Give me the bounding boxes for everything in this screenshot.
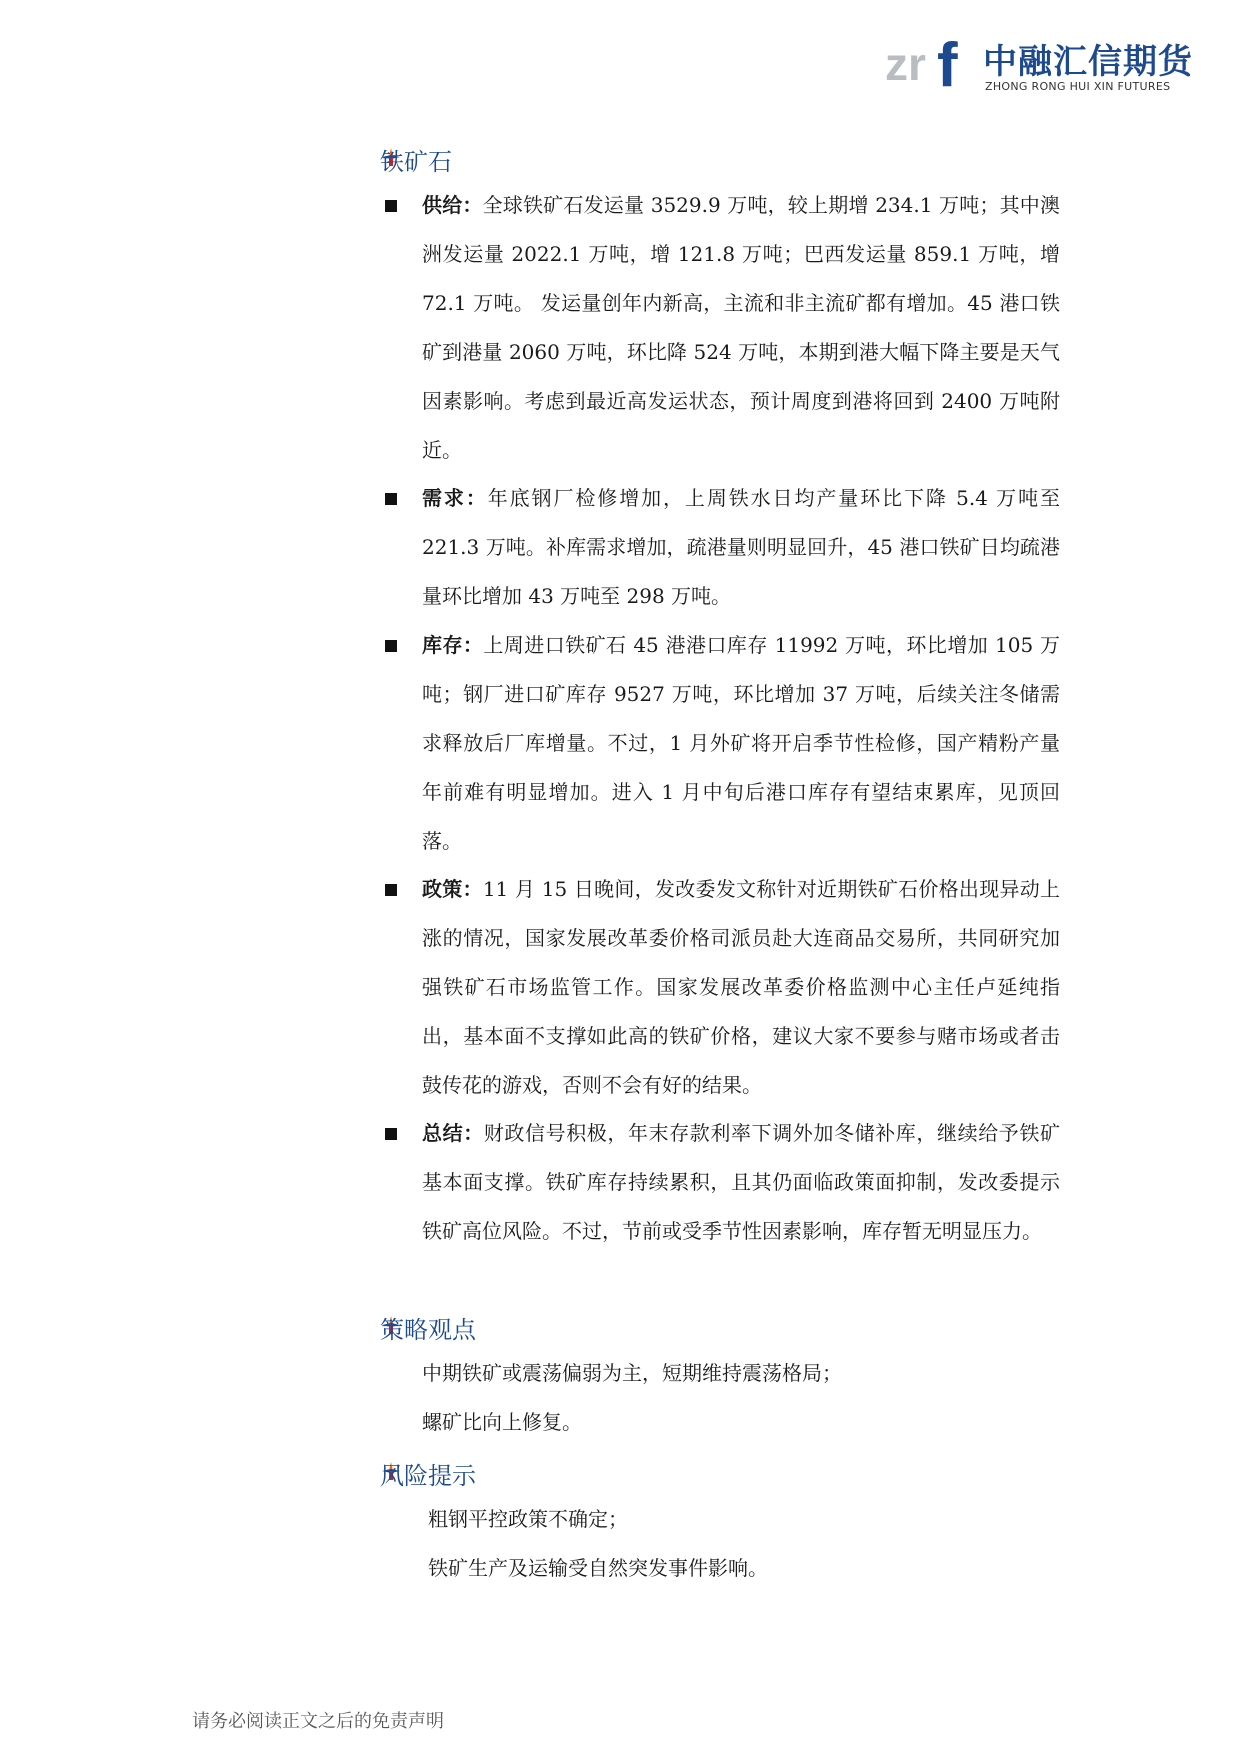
bullet-square [385,640,397,652]
supply-label: 供给： [422,193,483,217]
company-logo [885,28,1193,94]
footer-disclaimer: 请务必阅读正文之后的免责声明 [192,1711,444,1732]
strategy-line-2: 螺矿比向上修复。 [422,1410,582,1434]
bullet-square [385,493,397,505]
policy-label: 政策： [422,877,483,901]
company-name-cn: 中融汇信期货 [983,42,1193,82]
svg-text:zr: zr [885,38,926,90]
demand-text: 年底钢厂检修增加，上周铁水日均产量环比下降 5.4 万吨至 221.3 万吨。补库需求增加，疏港量则明显回升，45 港口铁矿日均疏港量环比增加 43 万吨至 298 万吨。 [422,486,1060,608]
policy-text: 11 月 15 日晚间，发改委发文称针对近期铁矿石价格出现异动上涨的情况，国家发展改革委价格司派员赴大连商品交易所，共同研究加强铁矿石市场监管工作。国家发展改革委价格监测中心主任卢延纯指出，基本面不支撑如此高的铁矿价格，建议大家不要参与赌市场或者击鼓传花的游戏，否则不会有好的结果。 [422,877,1060,1097]
inventory-text: 上周进口铁矿石 45 港港口库存 11992 万吨，环比增加 105 万吨；钢厂进口矿库存 9527 万吨，环比增加 37 万吨，后续关注冬储需求释放后厂库增量。不过，1 月外矿将开启季节性检修，国产精粉产量年前难有明显增加。进入 1 月中旬后港口库存有望结束累库，见顶回落。 [422,633,1061,853]
bullet-square [385,200,397,212]
section-title-iron-ore: 铁矿石 [380,148,452,176]
summary-label: 总结： [422,1121,484,1145]
summary-text: 财政信号积极，年末存款利率下调外加冬储补库，继续给予铁矿基本面支撑。铁矿库存持续累积，且其仍面临政策面抑制，发改委提示铁矿高位风险。不过，节前或受季节性因素影响，库存暂无明显压力。 [422,1121,1061,1243]
inventory-label: 库存： [422,633,484,657]
zrf-logo-mark [885,28,977,90]
demand-label: 需求： [422,486,488,510]
section-title-risk: 风险提示 [380,1462,476,1490]
inventory-paragraph [422,621,1060,866]
svg-text:f: f [937,31,958,90]
bullet-square [385,1128,397,1140]
strategy-line-1: 中期铁矿或震荡偏弱为主，短期维持震荡格局； [422,1361,842,1385]
risk-line-2: 铁矿生产及运输受自然突发事件影响。 [428,1556,768,1580]
summary-paragraph [422,1109,1060,1256]
supply-text: 全球铁矿石发运量 3529.9 万吨，较上期增 234.1 万吨；其中澳洲发运量 2022.1 万吨，增 121.8 万吨；巴西发运量 859.1 万吨，增 72.1 万吨。 发运量创年内新高，主流和非主流矿都有增加。45 港口铁矿到港量 2060 万吨，环比降 524 万吨，本期到港大幅下降主要是天气因素影响。考虑到最近高发运状态，预计周度到港将回到 2400 万吨附近。 [422,193,1060,462]
risk-line-1: 粗钢平控政策不确定； [428,1507,628,1531]
company-name-en: ZHONG RONG HUI XIN FUTURES [985,80,1171,93]
supply-paragraph [422,181,1060,475]
bullet-square [385,884,397,896]
demand-paragraph [422,474,1060,621]
section-title-strategy: 策略观点 [380,1316,476,1344]
policy-paragraph [422,865,1060,1110]
